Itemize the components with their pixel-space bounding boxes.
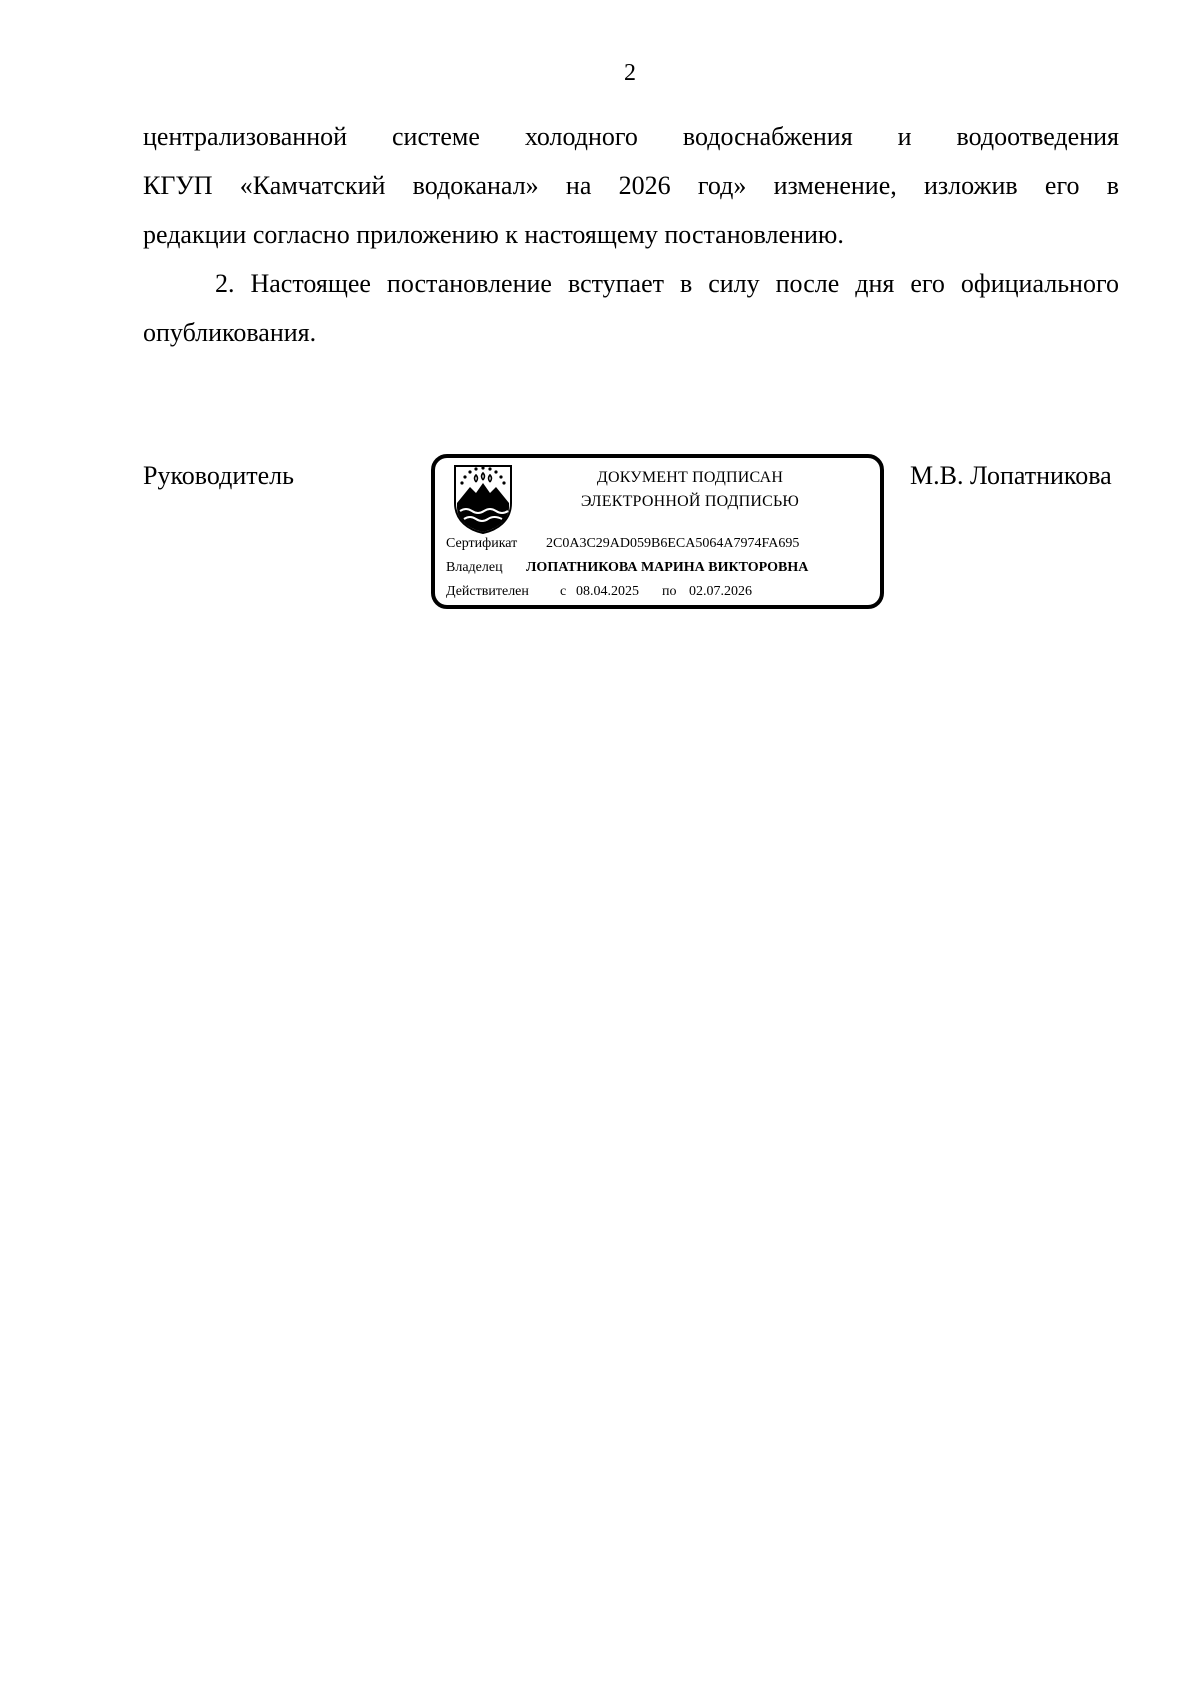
stamp-certificate-row xyxy=(446,534,800,554)
paragraph-1 xyxy=(143,112,1119,259)
stamp-header-line-1: ДОКУМЕНТ ПОДПИСАН xyxy=(596,469,784,486)
valid-label: Действителен xyxy=(446,584,529,599)
word: системе xyxy=(392,122,480,151)
word: централизованной xyxy=(143,122,348,151)
stamp-owner-row xyxy=(446,558,809,578)
valid-to-label: по xyxy=(662,584,677,599)
stamp-header xyxy=(530,466,850,514)
paragraph-2-line-1: 2. Настоящее постановление вступает в силу после дня его официального xyxy=(215,269,1119,298)
valid-to-date: 02.07.2026 xyxy=(689,584,752,599)
word: и xyxy=(897,122,912,151)
valid-from-label: с xyxy=(560,584,567,599)
kamchatka-coat-of-arms-icon xyxy=(452,463,514,535)
word: водоснабжения xyxy=(682,122,853,151)
word: холодного xyxy=(524,122,638,151)
stamp-validity-row xyxy=(446,582,752,602)
owner-label: Владелец xyxy=(446,560,503,575)
paragraph-1-line-1 xyxy=(143,112,1119,161)
paragraph-1-line-3: редакции согласно приложению к настоящему постановлению. xyxy=(143,220,844,249)
certificate-label: Сертификат xyxy=(446,536,518,551)
certificate-value: 2C0A3C29AD059B6ECA5064A7974FA695 xyxy=(546,536,800,551)
signer-name: М.В. Лопатникова xyxy=(910,461,1112,490)
valid-from-date: 08.04.2025 xyxy=(576,584,639,599)
word: водоотведения xyxy=(956,122,1119,151)
document-body xyxy=(143,112,1119,357)
paragraph-2 xyxy=(143,259,1119,357)
page-number: 2 xyxy=(624,60,636,86)
signer-position: Руководитель xyxy=(143,461,294,490)
stamp-header-line-2: ЭЛЕКТРОННОЙ ПОДПИСЬЮ xyxy=(580,493,800,510)
owner-value: ЛОПАТНИКОВА МАРИНА ВИКТОРОВНА xyxy=(526,560,809,575)
paragraph-1-line-2: КГУП «Камчатский водоканал» на 2026 год» изменение, изложив его в xyxy=(143,171,1119,200)
paragraph-2-line-2: опубликования. xyxy=(143,318,317,347)
electronic-signature-stamp xyxy=(431,454,884,609)
